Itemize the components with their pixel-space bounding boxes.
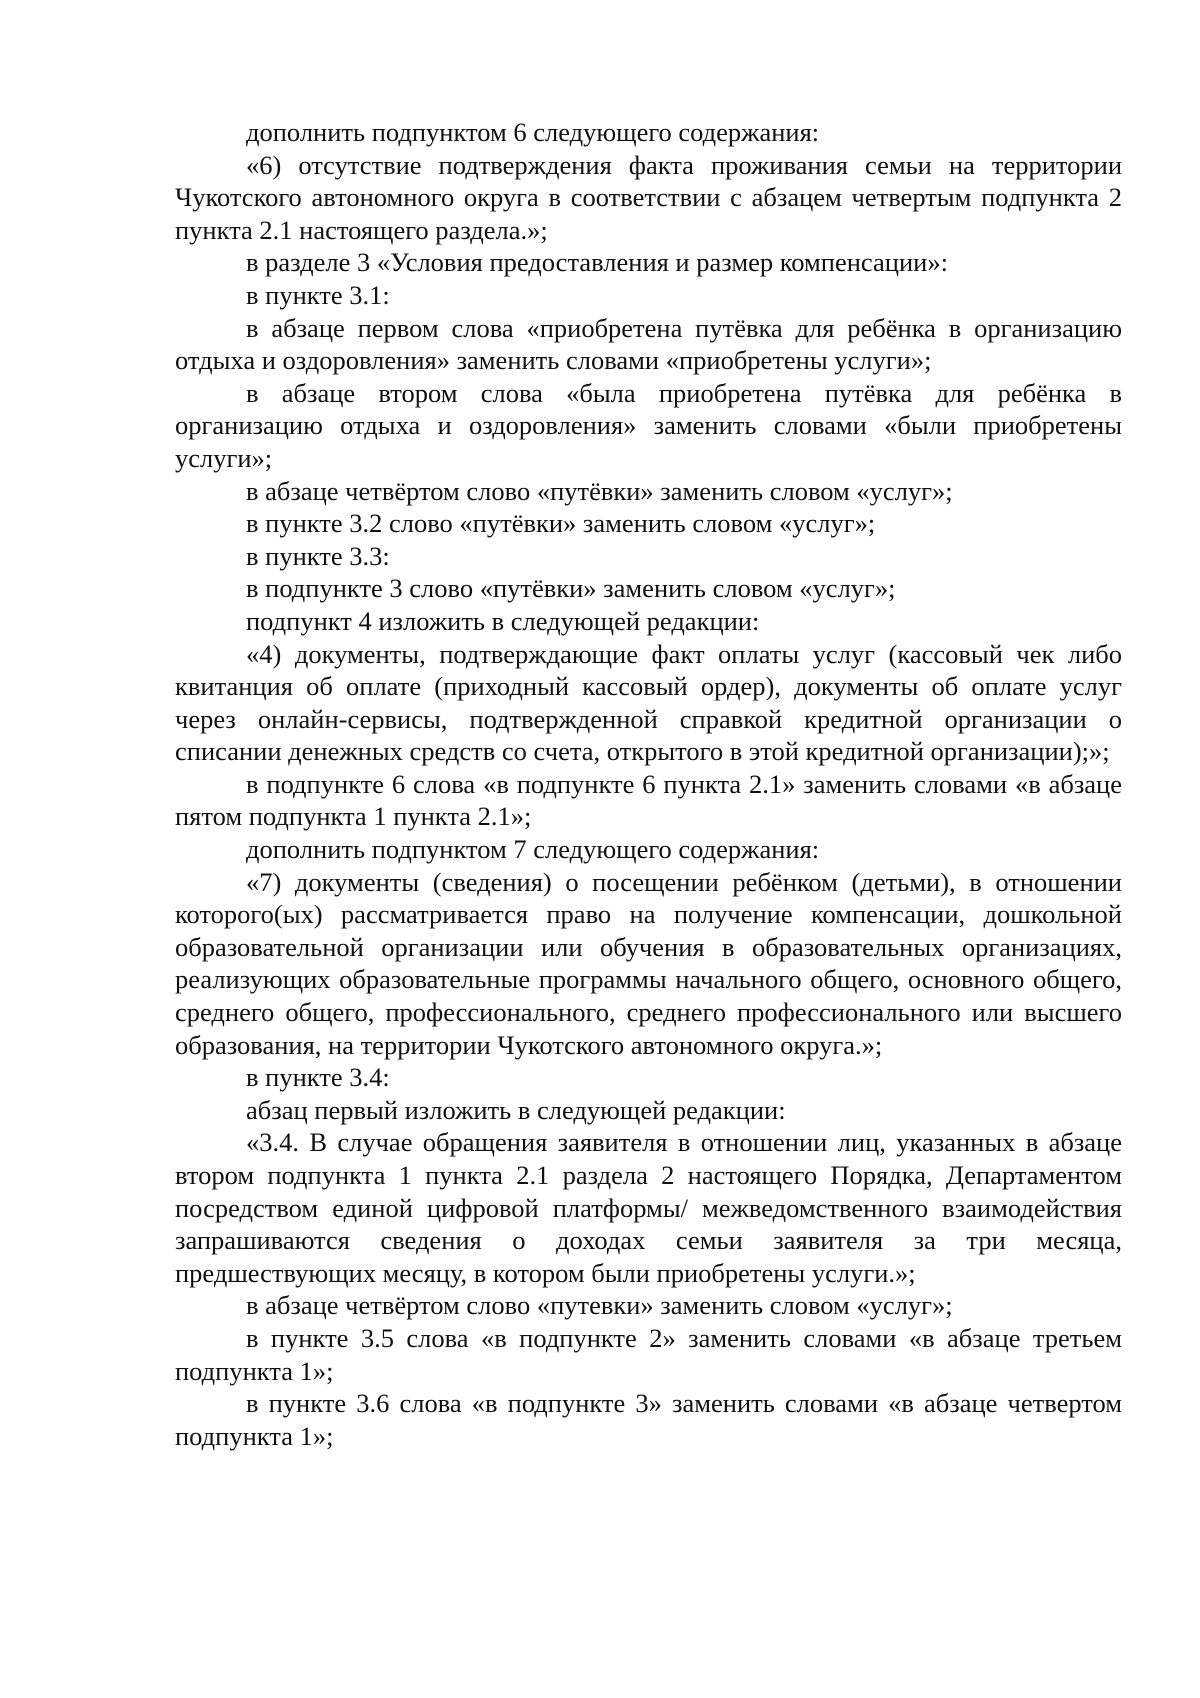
paragraph: в пункте 3.6 слова «в подпункте 3» заменить словами «в абзаце четвертом подпункта 1»; <box>175 1388 1122 1451</box>
paragraph: подпункт 4 изложить в следующей редакции: <box>246 605 760 636</box>
paragraph: в пункте 3.2 слово «путёвки» заменить словом «услуг»; <box>246 508 876 539</box>
paragraph: в абзаце четвёртом слово «путевки» заменить словом «услуг»; <box>246 1290 953 1321</box>
document-body <box>175 116 1122 1452</box>
paragraph: «6) отсутствие подтверждения факта проживания семьи на территории Чукотского автономного округа в соответствии с абзацем четвертым подпункта 2 пункта 2.1 настоящего раздела.»; <box>175 149 1122 245</box>
paragraph: абзац первый изложить в следующей редакции: <box>246 1094 786 1125</box>
paragraph: «4) документы, подтверждающие факт оплаты услуг (кассовый чек либо квитанция об оплате (приходный кассовый ордер), документы об оплате услуг через онлайн-сервисы, подтвержденной справкой кредитной организации о списании денежных средств со счета, открытого в этой кредитной организации);»; <box>175 638 1122 767</box>
paragraph: в пункте 3.4: <box>246 1062 390 1093</box>
paragraph: дополнить подпунктом 7 следующего содержания: <box>246 834 820 865</box>
paragraph: в абзаце первом слова «приобретена путёвка для ребёнка в организацию отдыха и оздоровления» заменить словами «приобретены услуги»; <box>175 312 1122 376</box>
paragraph: в разделе 3 «Условия предоставления и размер компенсации»: <box>246 247 948 278</box>
paragraph: в подпункте 6 слова «в подпункте 6 пункта 2.1» заменить словами «в абзаце пятом подпункта 1 пункта 2.1»; <box>175 768 1122 832</box>
paragraph: дополнить подпунктом 6 следующего содержания: <box>246 117 820 147</box>
paragraph: в пункте 3.5 слова «в подпункте 2» заменить словами «в абзаце третьем подпункта 1»; <box>175 1322 1122 1386</box>
paragraph: в абзаце четвёртом слово «путёвки» заменить словом «услуг»; <box>246 475 953 506</box>
paragraph: в пункте 3.1: <box>246 279 390 310</box>
paragraph: в пункте 3.3: <box>246 540 390 571</box>
paragraph: «3.4. В случае обращения заявителя в отношении лиц, указанных в абзаце втором подпункта 1 пункта 2.1 раздела 2 настоящего Порядка, Департаментом посредством единой цифровой платформы/ межведомственного взаимодействия запрашиваются сведения о доходах семьи заявителя за три месяца, предшествующих месяцу, в котором были приобретены услуги.»; <box>175 1127 1122 1288</box>
paragraph: «7) документы (сведения) о посещении ребёнком (детьми), в отношении которого(ых) рассматривается право на получение компенсации, дошкольной образовательной организации или обучения в образовательных организациях, реализующих образовательные программы начального общего, основного общего, среднего общего, профессионального, среднего профессионального или высшего образования, на территории Чукотского автономного округа.»; <box>175 866 1122 1060</box>
paragraph: в абзаце втором слова «была приобретена путёвка для ребёнка в организацию отдыха и оздоровления» заменить словами «были приобретены услуги»; <box>175 377 1122 473</box>
paragraph: в подпункте 3 слово «путёвки» заменить словом «услуг»; <box>246 573 896 604</box>
